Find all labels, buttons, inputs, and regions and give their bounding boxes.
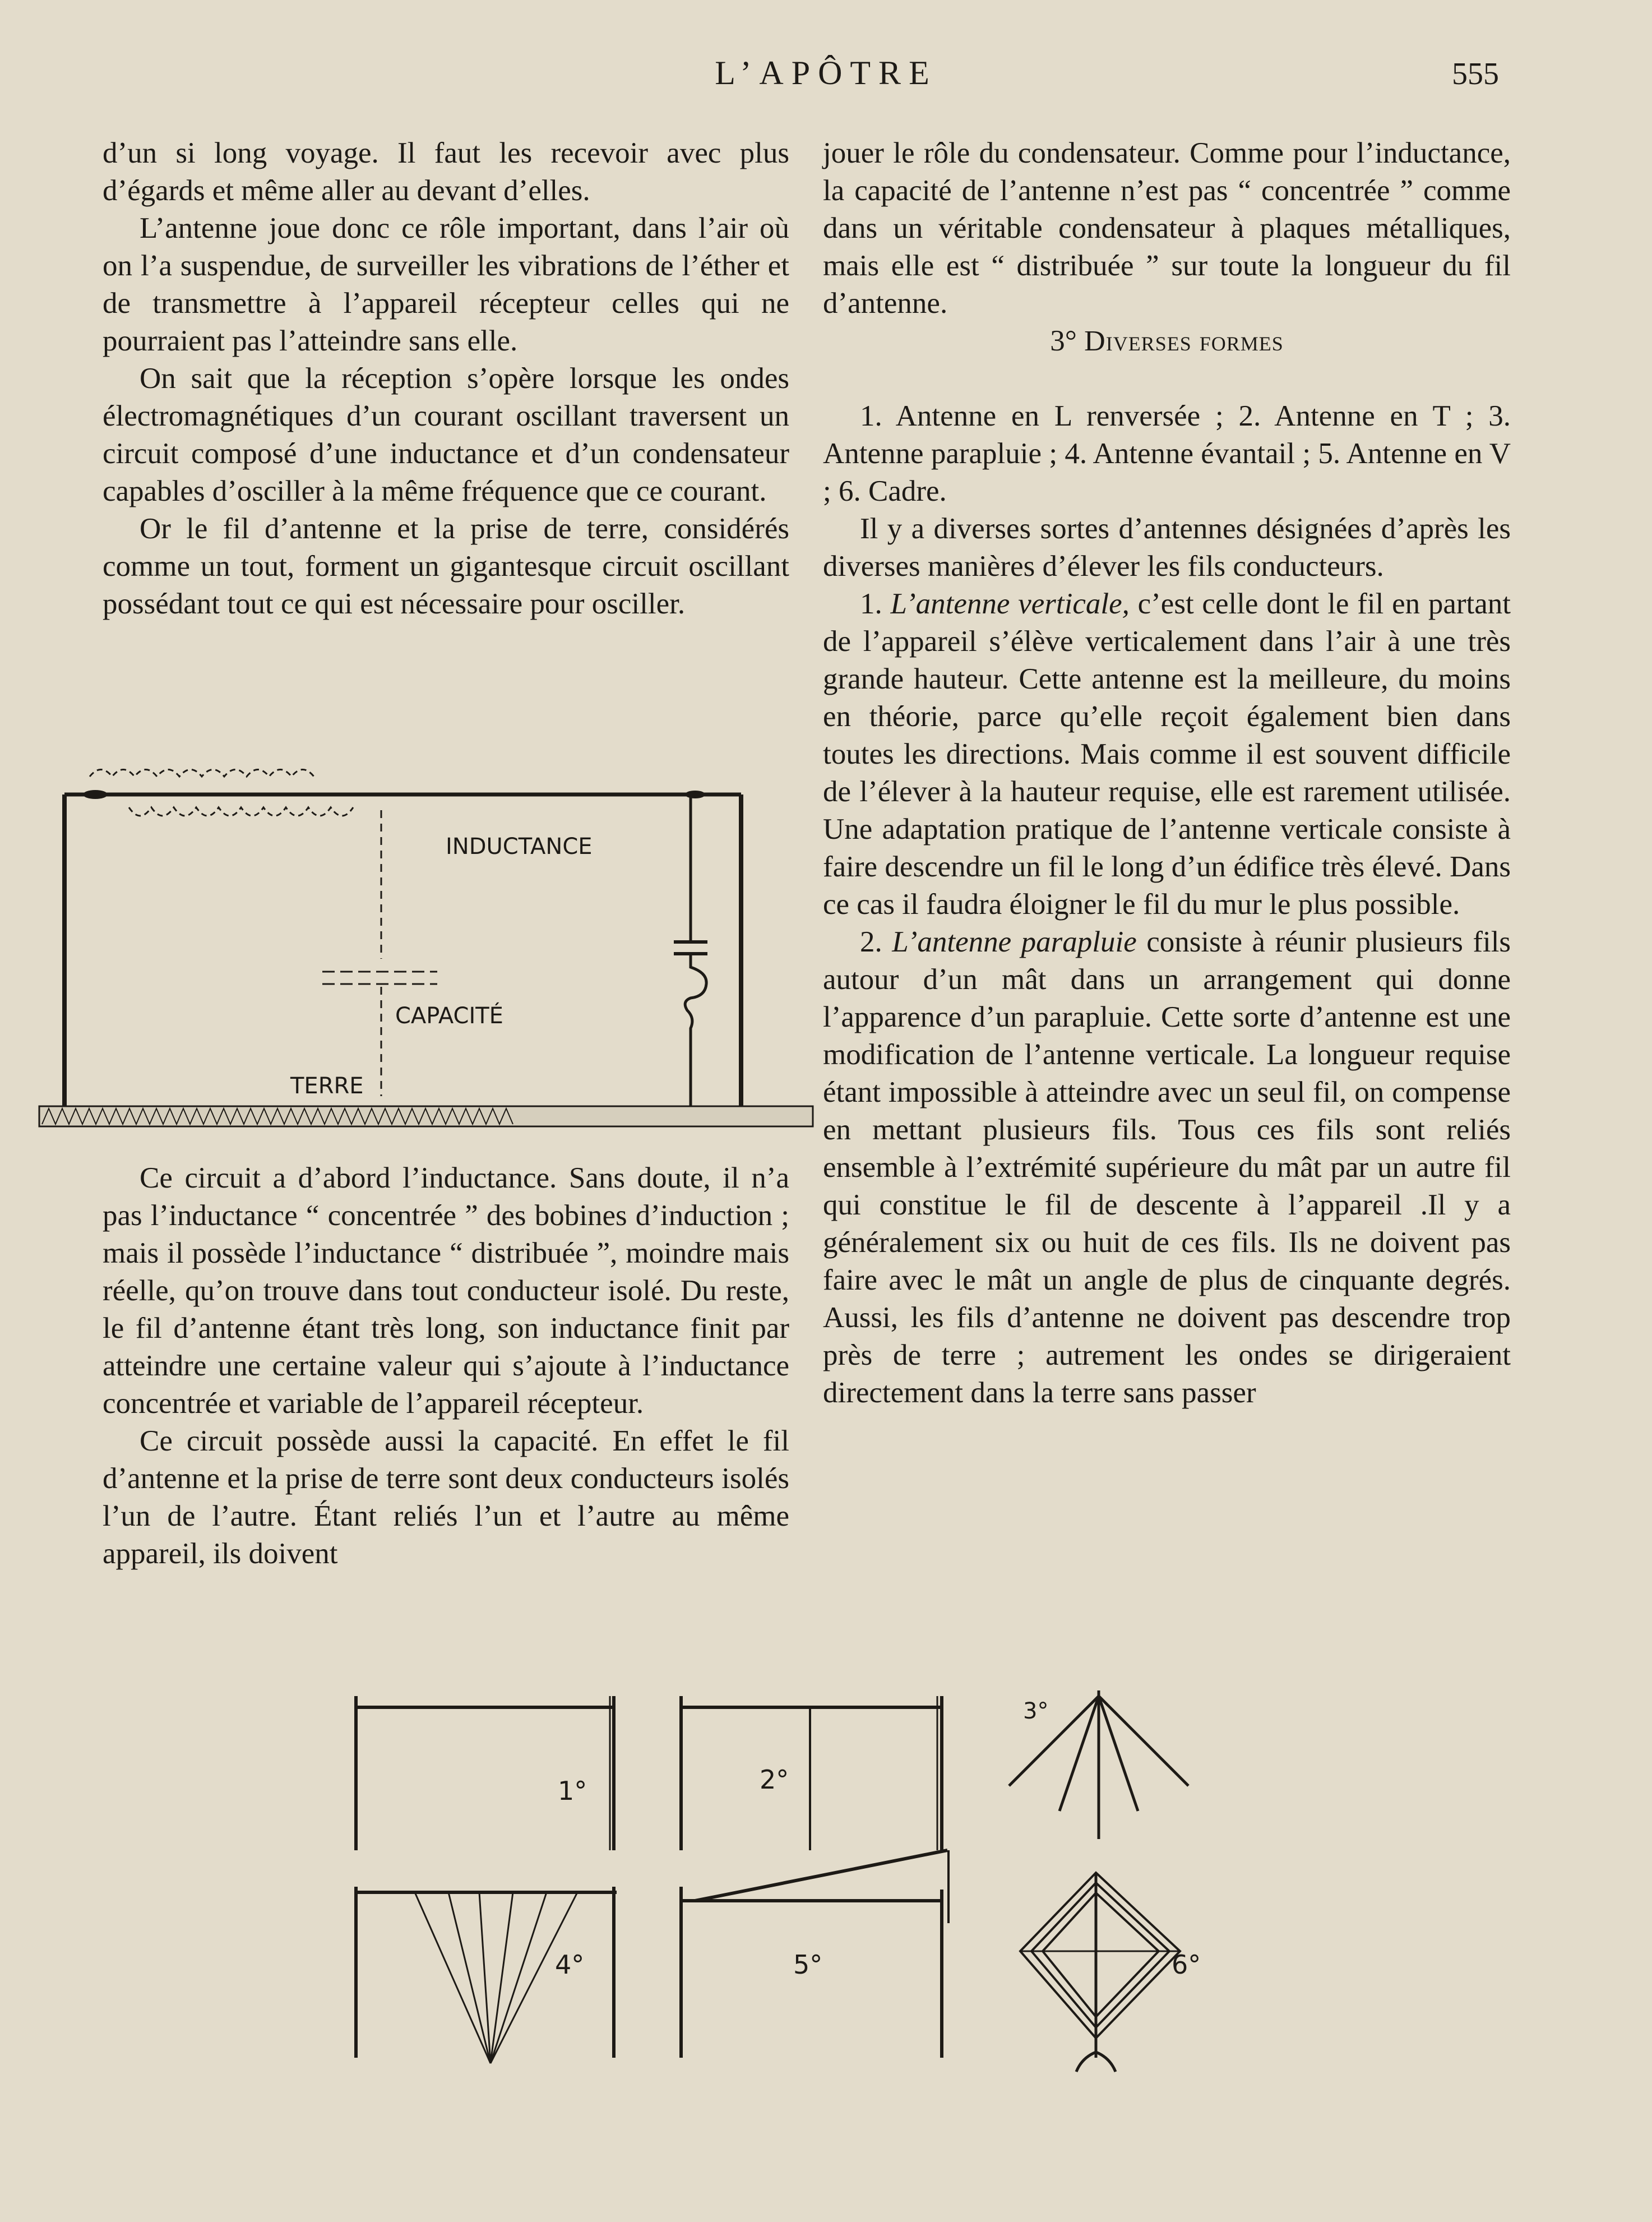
running-title: L’APÔTRE — [715, 54, 937, 91]
insulator-left — [83, 790, 108, 799]
page-number: 555 — [1452, 57, 1499, 91]
paragraph: Or le fil d’antenne et la prise de terre, considérés comme un tout, forment un gigantesque circuit oscillant possédant tout ce qui est nécessaire pour osciller. — [103, 512, 789, 620]
paragraph: L’antenne joue donc ce rôle important, dans l’air où on l’a suspendue, de surveiller les vibrations de l’éther et de transmettre à l’appareil récepteur celles qui ne pourraient pas l’atteindre sans elle. — [103, 212, 789, 357]
item-number: 1. — [860, 588, 882, 620]
figure-label-2: 2° — [760, 1764, 789, 1795]
figure-label-3: 3° — [1023, 1698, 1049, 1724]
left-column-bottom — [103, 1159, 789, 1573]
paragraph: On sait que la réception s’opère lorsque les ondes électromagnétiques d’un courant oscillant traversent un circuit composé d’une inductance et d’un condensateur capables d’osciller à la même fréquence que ce courant. — [103, 362, 789, 507]
antenna-3-umbrella — [1009, 1690, 1188, 1839]
capacite-label: CAPACITÉ — [395, 1003, 503, 1029]
left-column-top — [103, 135, 789, 623]
antenna-2-t — [681, 1696, 942, 1850]
circuit-figure — [34, 754, 818, 1141]
paragraph-verticale — [823, 585, 1511, 923]
section-heading — [823, 322, 1511, 360]
inductance-label: INDUCTANCE — [446, 834, 593, 860]
insulator-right — [685, 791, 705, 798]
terre-label: TERRE — [290, 1073, 364, 1099]
paragraph: Ce circuit a d’abord l’inductance. Sans doute, il n’a pas l’inductance “ concentrée ” des bobines d’induction ; mais il possède l’inductance “ distribuée ”, moindre mais réelle, qu’on trouve dans tout conducteur isolé. Du reste, le fil d’antenne étant très long, son inductance finit par atteindre une certaine valeur qui s’ajoute à l’inductance concentrée et variable de l’appareil récepteur. — [103, 1162, 789, 1420]
section-title: Diverses formes — [1084, 325, 1284, 357]
paragraph: jouer le rôle du condensateur. Comme pour l’inductance, la capacité de l’antenne n’est pas “ concentrée ” comme dans un véritable condensateur à plaques métalliques, mais elle est “ distribuée ” sur toute la longueur du fil d’antenne. — [823, 137, 1511, 320]
right-column — [823, 135, 1511, 1412]
term-parapluie: L’antenne parapluie — [892, 926, 1137, 958]
section-number: 3° — [1050, 325, 1077, 357]
antenna-1-inverted-l — [356, 1696, 614, 1850]
paragraph-body: consiste à réunir plusieurs fils autour d’un mât dans un arrangement qui donne l’apparence d’un parapluie. Cette sorte d’antenne est une modification de l’antenne verticale. La longueur requise étant impossible à atteindre avec un seul fil, on compense en mettant plusieurs fils. Tous ces fils sont reliés ensemble à l’extrémité supérieure du mât par un autre fil qui constitue le fil de descente à l’appareil .Il y a généralement six ou huit de ces fils. Ils ne doivent pas faire avec le mât un angle de plus de cinquante degrés. Aussi, les fils d’antenne ne doivent pas descendre trop près de terre ; autrement les ondes se dirigeraient directement dans la terre sans passer — [823, 926, 1511, 1409]
paragraph: Ce circuit possède aussi la capacité. En effet le fil d’antenne et la prise de terre sont deux conducteurs isolés l’un de l’autre. Étant reliés l’un et l’autre au même appareil, ils doivent — [103, 1425, 789, 1570]
figure-label-4: 4° — [555, 1950, 585, 1980]
antenna-5-v — [681, 1850, 948, 2058]
inductance-coil-lower — [129, 807, 353, 816]
item-number: 2. — [860, 926, 882, 958]
paragraph: d’un si long voyage. Il faut les recevoir avec plus d’égards et même aller au devant d’elles. — [103, 137, 789, 207]
paragraph-parapluie — [823, 923, 1511, 1412]
figure-label-1: 1° — [558, 1776, 587, 1806]
figure-label-5: 5° — [793, 1950, 823, 1980]
paragraph: Il y a diverses sortes d’antennes désignées d’après les diverses manières d’élever les fils conducteurs. — [823, 512, 1511, 583]
antenna-6-frame — [1020, 1873, 1201, 2072]
receiver-coil — [685, 954, 706, 1107]
antenna-type-list: 1. Antenne en L renversée ; 2. Antenne en T ; 3. Antenne parapluie ; 4. Antenne évantail ; 5. Antenne en V ; 6. Cadre. — [823, 400, 1511, 507]
figure-label-6: 6° — [1172, 1950, 1201, 1980]
antenna-types-figure — [336, 1682, 1233, 2086]
term-verticale: L’antenne verticale, — [890, 588, 1130, 620]
antenna-4-fan — [356, 1887, 617, 2063]
paragraph-body: c’est celle dont le fil en partant de l’appareil s’élève verticalement dans l’air à une très grande hauteur. Cette antenne est la meilleure, du moins en théorie, parce qu’elle reçoit également bien dans toutes les directions. Mais comme il est souvent difficile de l’élever à la hauteur requise, elle est rarement utilisée. Une adaptation pratique de l’antenne verticale consiste à faire descendre un fil le long d’un édifice très élevé. Dans ce cas il faudra éloigner le fil du mur le plus possible. — [823, 588, 1511, 921]
inductance-coil-upper — [90, 770, 314, 777]
